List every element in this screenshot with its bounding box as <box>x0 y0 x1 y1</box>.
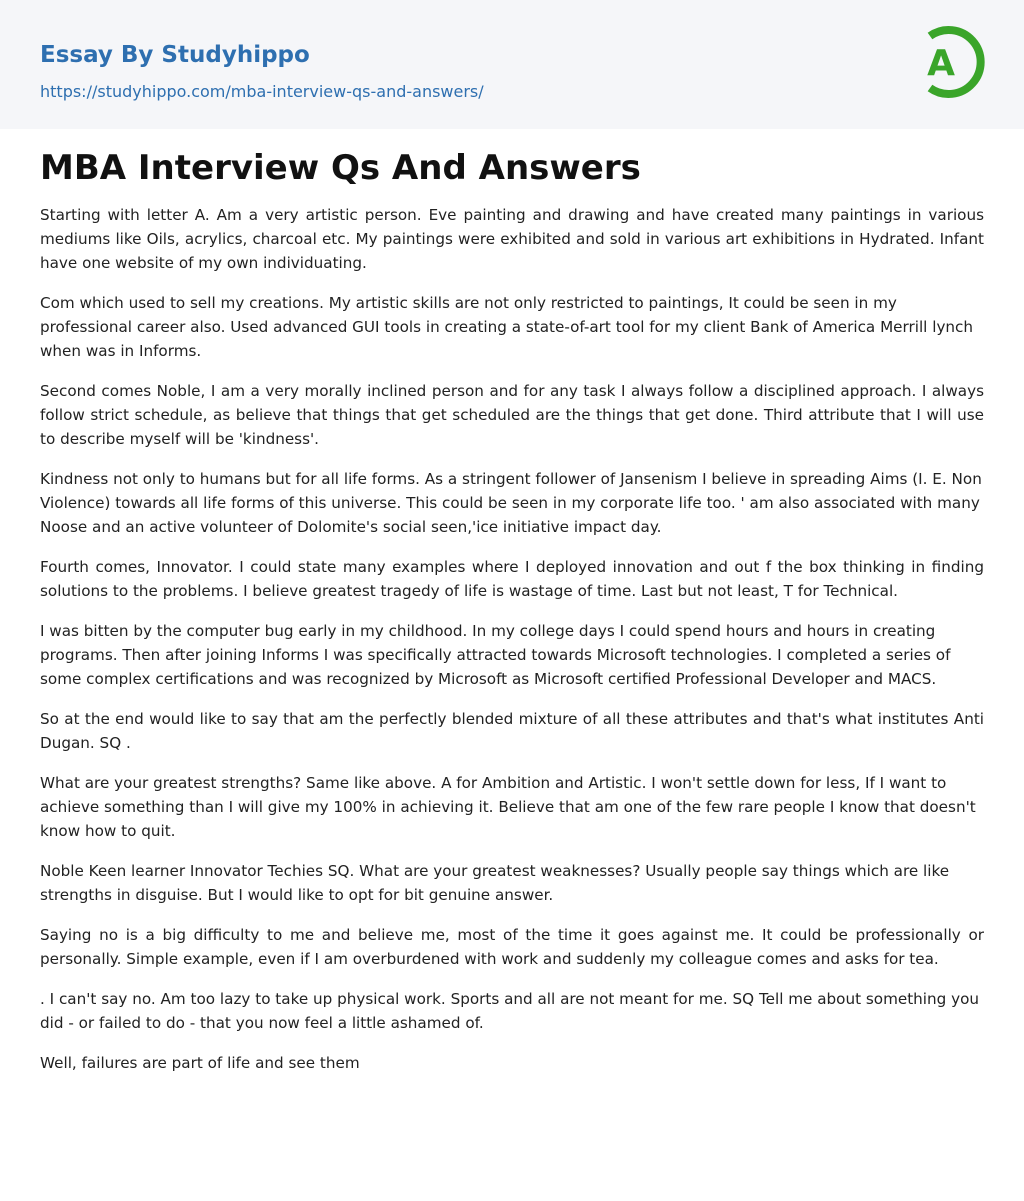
article-title: MBA Interview Qs And Answers <box>40 148 641 188</box>
article-paragraph: Kindness not only to humans but for all life forms. As a stringent follower of Jansenism I believe in spreading Aims (I. E. Non Violence) towards all life forms of this universe. This could be seen in my corporate life too. ' am also associated with many Noose and an active volunteer of Dolomite's social seen,'ice initiative impact day. <box>40 470 982 536</box>
article-paragraph: I was bitten by the computer bug early in my childhood. In my college days I could spend hours and hours in creating programs. Then after joining Informs I was specifically attracted towards Microsoft technologies. I completed a series of some complex certifications and was recognized by Microsoft as Microsoft certified Professional Developer and MACS. <box>40 622 951 688</box>
article-paragraph: Second comes Noble, I am a very morally inclined person and for any task I always follow a disciplined approach. I always follow strict schedule, as believe that things that get scheduled are the things that get done. Third attribute that I will use to describe myself will be 'kindness'. <box>40 382 984 448</box>
article-paragraph: What are your greatest strengths? Same like above. A for Ambition and Artistic. I won't settle down for less, If I want to achieve something than I will give my 100% in achieving it. Believe that am one of the few rare people I know that doesn't know how to quit. <box>40 774 976 840</box>
article-paragraph: Com which used to sell my creations. My artistic skills are not only restricted to paintings, It could be seen in my professional career also. Used advanced GUI tools in creating a state-of-art tool for my client Bank of America Merrill lynch when was in Informs. <box>40 294 974 360</box>
site-header <box>0 0 1024 129</box>
article-paragraph: Noble Keen learner Innovator Techies SQ. What are your greatest weaknesses? Usually people say things which are like strengths in disguise. But I would like to opt for bit genuine answer. <box>40 862 950 904</box>
article-paragraph: So at the end would like to say that am the perfectly blended mixture of all these attributes and that's what institutes Anti Dugan. SQ . <box>40 710 984 752</box>
article-paragraph: . I can't say no. Am too lazy to take up physical work. Sports and all are not meant for me. SQ Tell me about something you did - or failed to do - that you now feel a little ashamed of. <box>40 990 980 1032</box>
article-paragraph: Saying no is a big difficulty to me and believe me, most of the time it goes against me. It could be professionally or personally. Simple example, even if I am overburdened with work and suddenly my colleague comes and asks for tea. <box>40 926 984 968</box>
article-paragraph: Fourth comes, Innovator. I could state many examples where I deployed innovation and out f the box thinking in finding solutions to the problems. I believe greatest tragedy of life is wastage of time. Last but not least, T for Technical. <box>40 558 984 600</box>
article-paragraph: Starting with letter A. Am a very artistic person. Eve painting and drawing and have created many paintings in various mediums like Oils, acrylics, charcoal etc. My paintings were exhibited and sold in various art exhibitions in Hydrated. Infant have one website of my own individuating. <box>40 206 984 272</box>
article-paragraph: Well, failures are part of life and see them <box>40 1054 360 1072</box>
logo-letter: A <box>927 43 955 84</box>
brand-title: Essay By Studyhippo <box>40 42 310 68</box>
article <box>0 146 1024 1075</box>
studyhippo-logo-icon <box>914 18 986 106</box>
source-url-link[interactable]: https://studyhippo.com/mba-interview-qs-and-answers/ <box>40 82 484 101</box>
